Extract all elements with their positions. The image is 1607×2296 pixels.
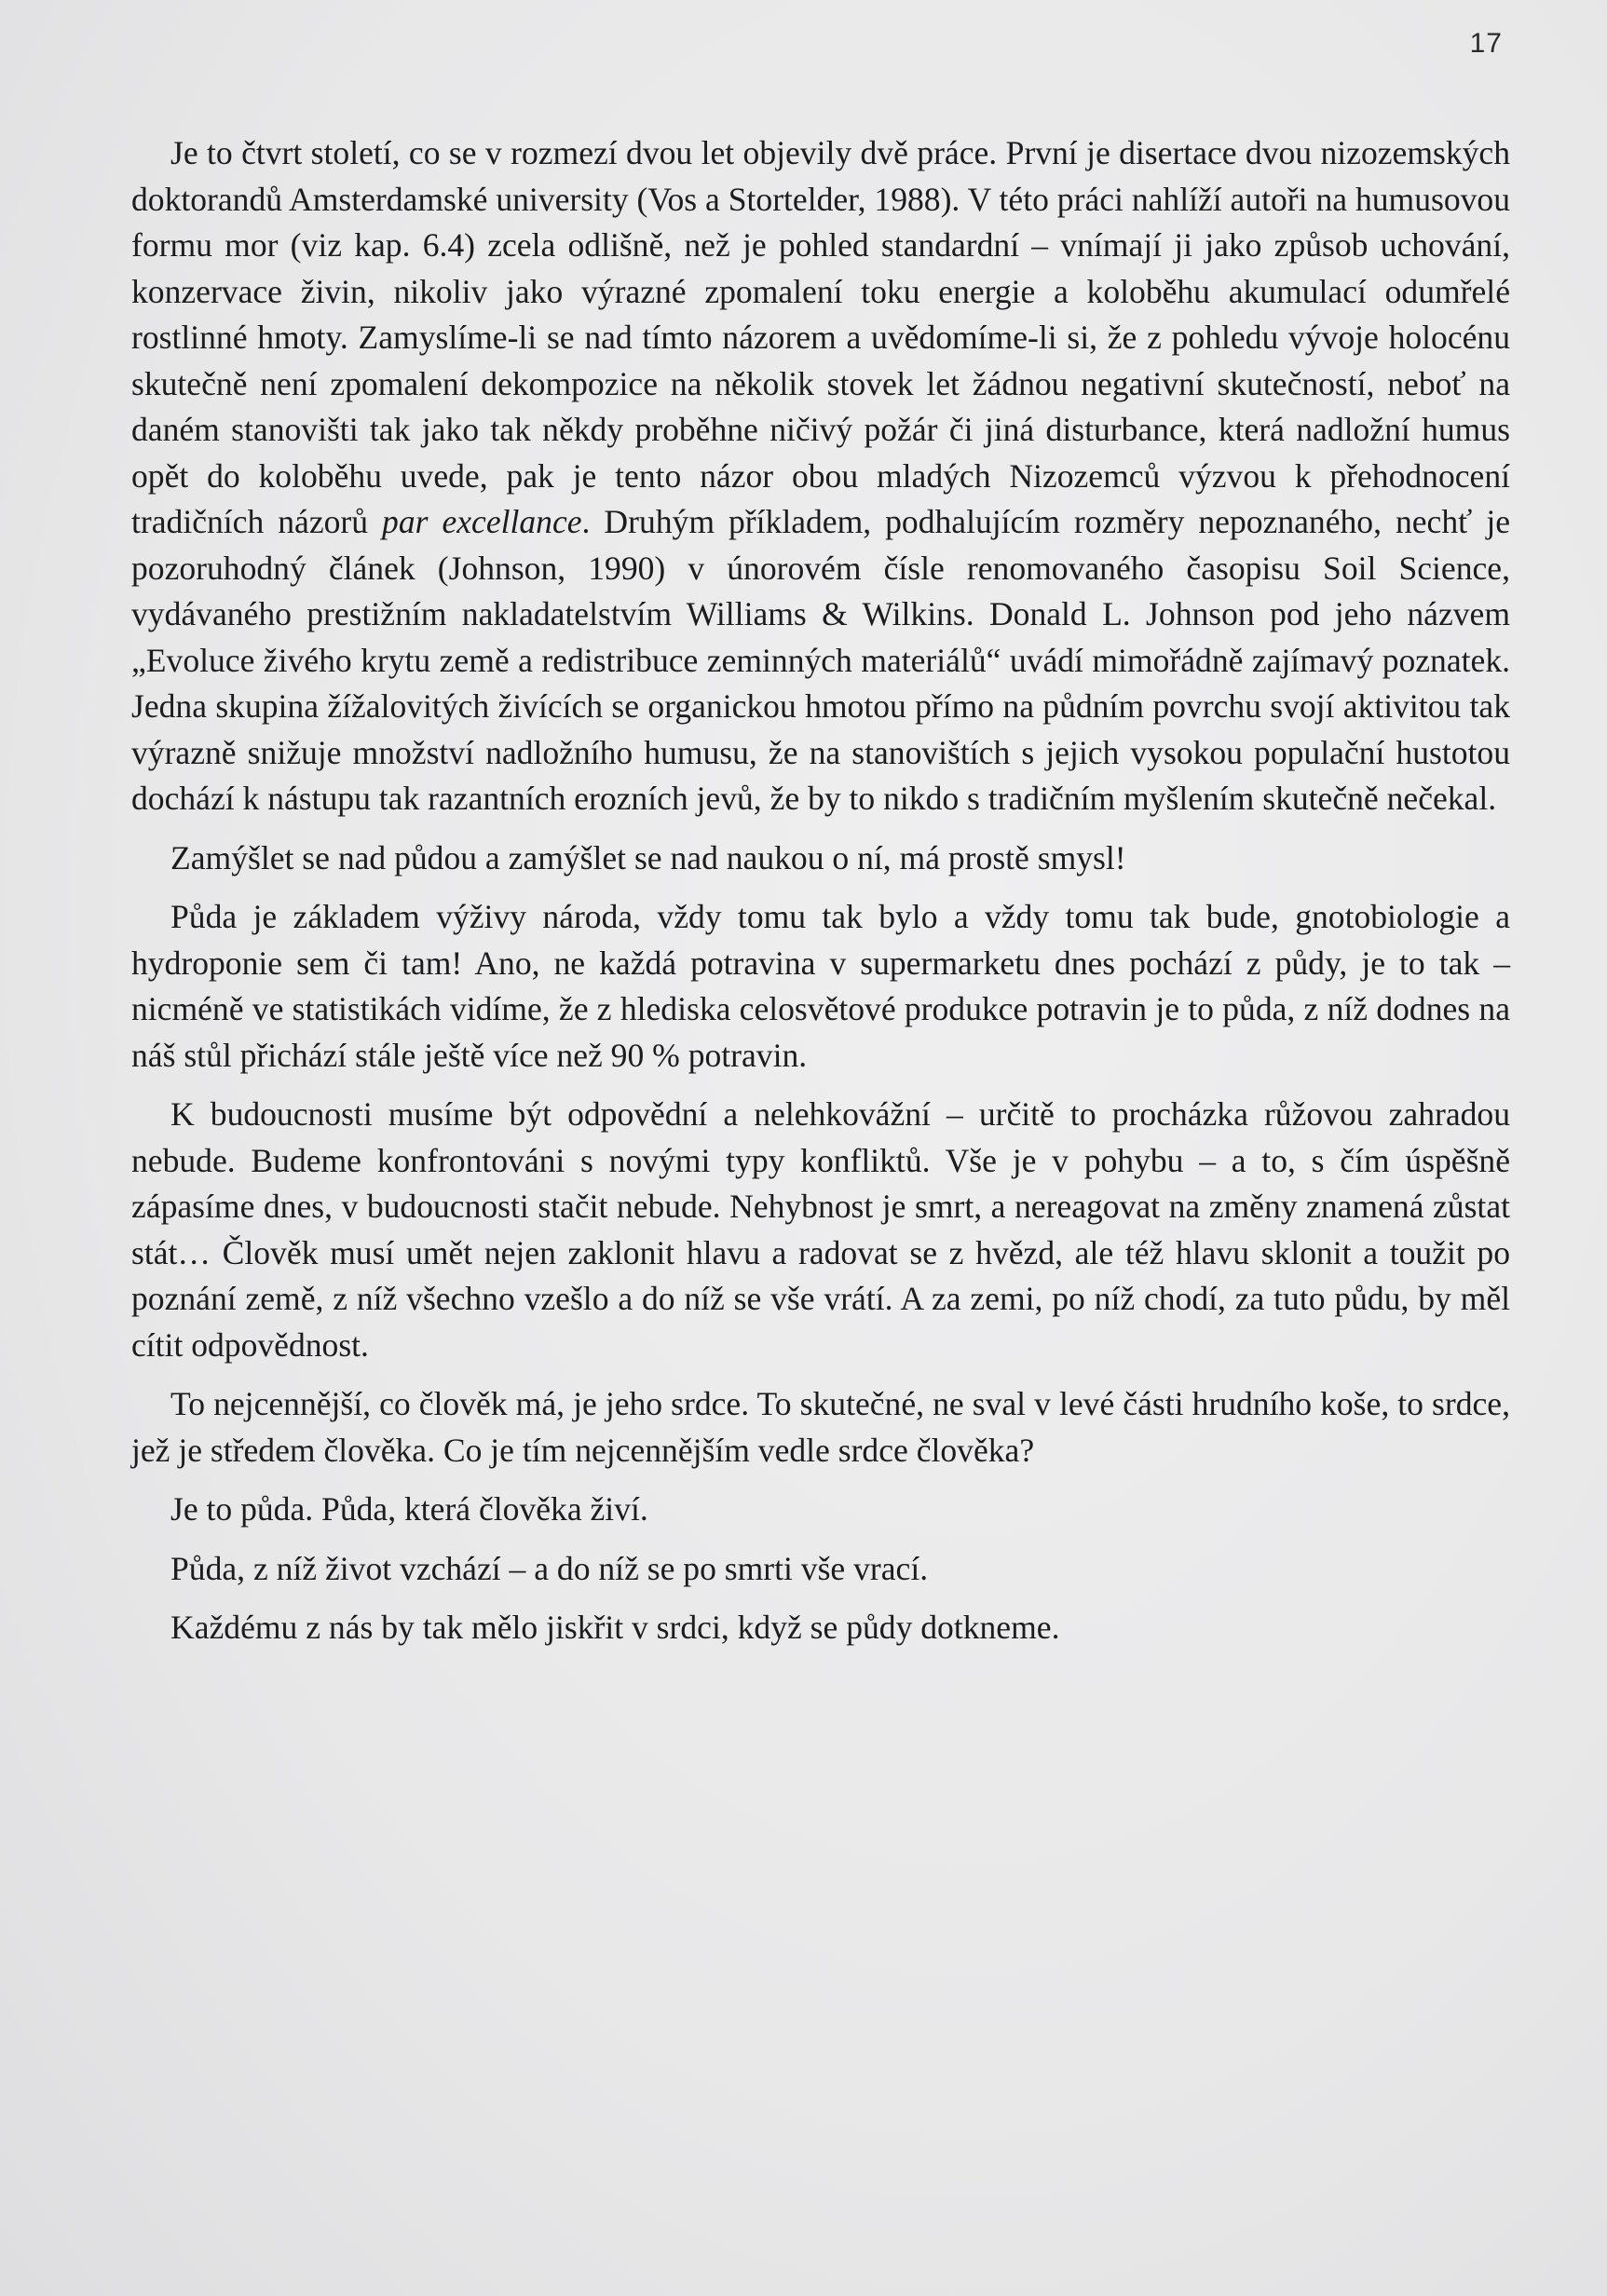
paragraph-7: Půda, z níž život vzchází – a do níž se po smrti vše vrací. [170, 1549, 929, 1587]
paragraph-8: Každému z nás by tak mělo jiskřit v srdci, když se půdy dotkneme. [170, 1609, 1060, 1646]
paragraph-3: Půda je základem výživy národa, vždy tomu tak bylo a vždy tomu tak bude, gnotobiologie a hydroponie sem či tam! Ano, ne každá potravina v supermarketu dnes pochází z půdy, je to tak – nicméně ve statistikách vidíme, že z hlediska celosvětové produkce potravin je to půda, z níž dodnes na náš stůl přichází stále ještě více než 90 % potravin. [131, 898, 1510, 1074]
body-text [131, 130, 1510, 1664]
paragraph-2: Zamýšlet se nad půdou a zamýšlet se nad naukou o ní, má prostě smysl! [170, 838, 1126, 876]
page-number: 17 [1469, 28, 1503, 59]
paragraph-1-text-a: Je to čtvrt století, co se v rozmezí dvou let objevily dvě práce. První je disertace dvou nizozemských doktorandů Amsterdamské university (Vos a Stortelder, 1988). V této práci nahlíží autoři na humusovou formu mor (viz kap. 6.4) zcela odlišně, než je pohled standardní – vnímají ji jako způsob uchování, konzervace živin, nikoliv jako výrazné zpomalení toku energie a koloběhu akumulací odumřelé rostlinné hmoty. Zamyslíme-li se nad tímto názorem a uvědomíme-li si, že z pohledu vývoje holocénu skutečně není zpomalení dekompozice na několik stovek let žádnou negativní skutečností, neboť na daném stanovišti tak jako tak někdy proběhne ničivý požár či jiná disturbance, která nadložní humus opět do koloběhu uvede, pak je tento názor obou mladých Nizozemců výzvou k přehodnocení tradičních názorů [131, 134, 1510, 540]
paragraph-1-text-b: . Druhým příkladem, podhalujícím rozměry nepoznaného, nechť je pozoruhodný článek (Johnson, 1990) v únorovém čísle renomovaného časopisu Soil Science, vydávaného prestižním nakladatelstvím Williams & Wilkins. Donald L. Johnson pod jeho názvem „Evoluce živého krytu země a redistribuce zeminných materiálů“ uvádí mimořádně zajímavý poznatek. Jedna skupina žížalovitých živících se organickou hmotou přímo na půdním povrchu svojí aktivitou tak výrazně snižuje množství nadložního humusu, že na stanovištích s jejich vysokou populační hustotou dochází k nástupu tak razantních erozních jevů, že by to nikdo s tradičním myšlením skutečně nečekal. [131, 503, 1510, 817]
paragraph-6: Je to půda. Půda, která člověka živí. [170, 1490, 648, 1528]
paragraph-1-italic: par excellance [382, 503, 582, 540]
paragraph-4: K budoucnosti musíme být odpovědní a nelehkovážní – určitě to procházka růžovou zahradou nebude. Budeme konfrontováni s novými typy konfliktů. Vše je v pohybu – a to, s čím úspěšně zápasíme dnes, v budoucnosti stačit nebude. Nehybnost je smrt, a nereagovat na změny znamená zůstat stát… Člověk musí umět nejen zaklonit hlavu a radovat se z hvězd, ale též hlavu sklonit a toužit po poznání země, z níž všechno vzešlo a do níž se vše vrátí. A za zemi, po níž chodí, za tuto půdu, by měl cítit odpovědnost. [131, 1095, 1510, 1364]
paragraph-5: To nejcennější, co člověk má, je jeho srdce. To skutečné, ne sval v levé části hrudního koše, to srdce, jež je středem člověka. Co je tím nejcennějším vedle srdce člověka? [131, 1385, 1510, 1469]
paragraph-1 [131, 130, 1510, 822]
